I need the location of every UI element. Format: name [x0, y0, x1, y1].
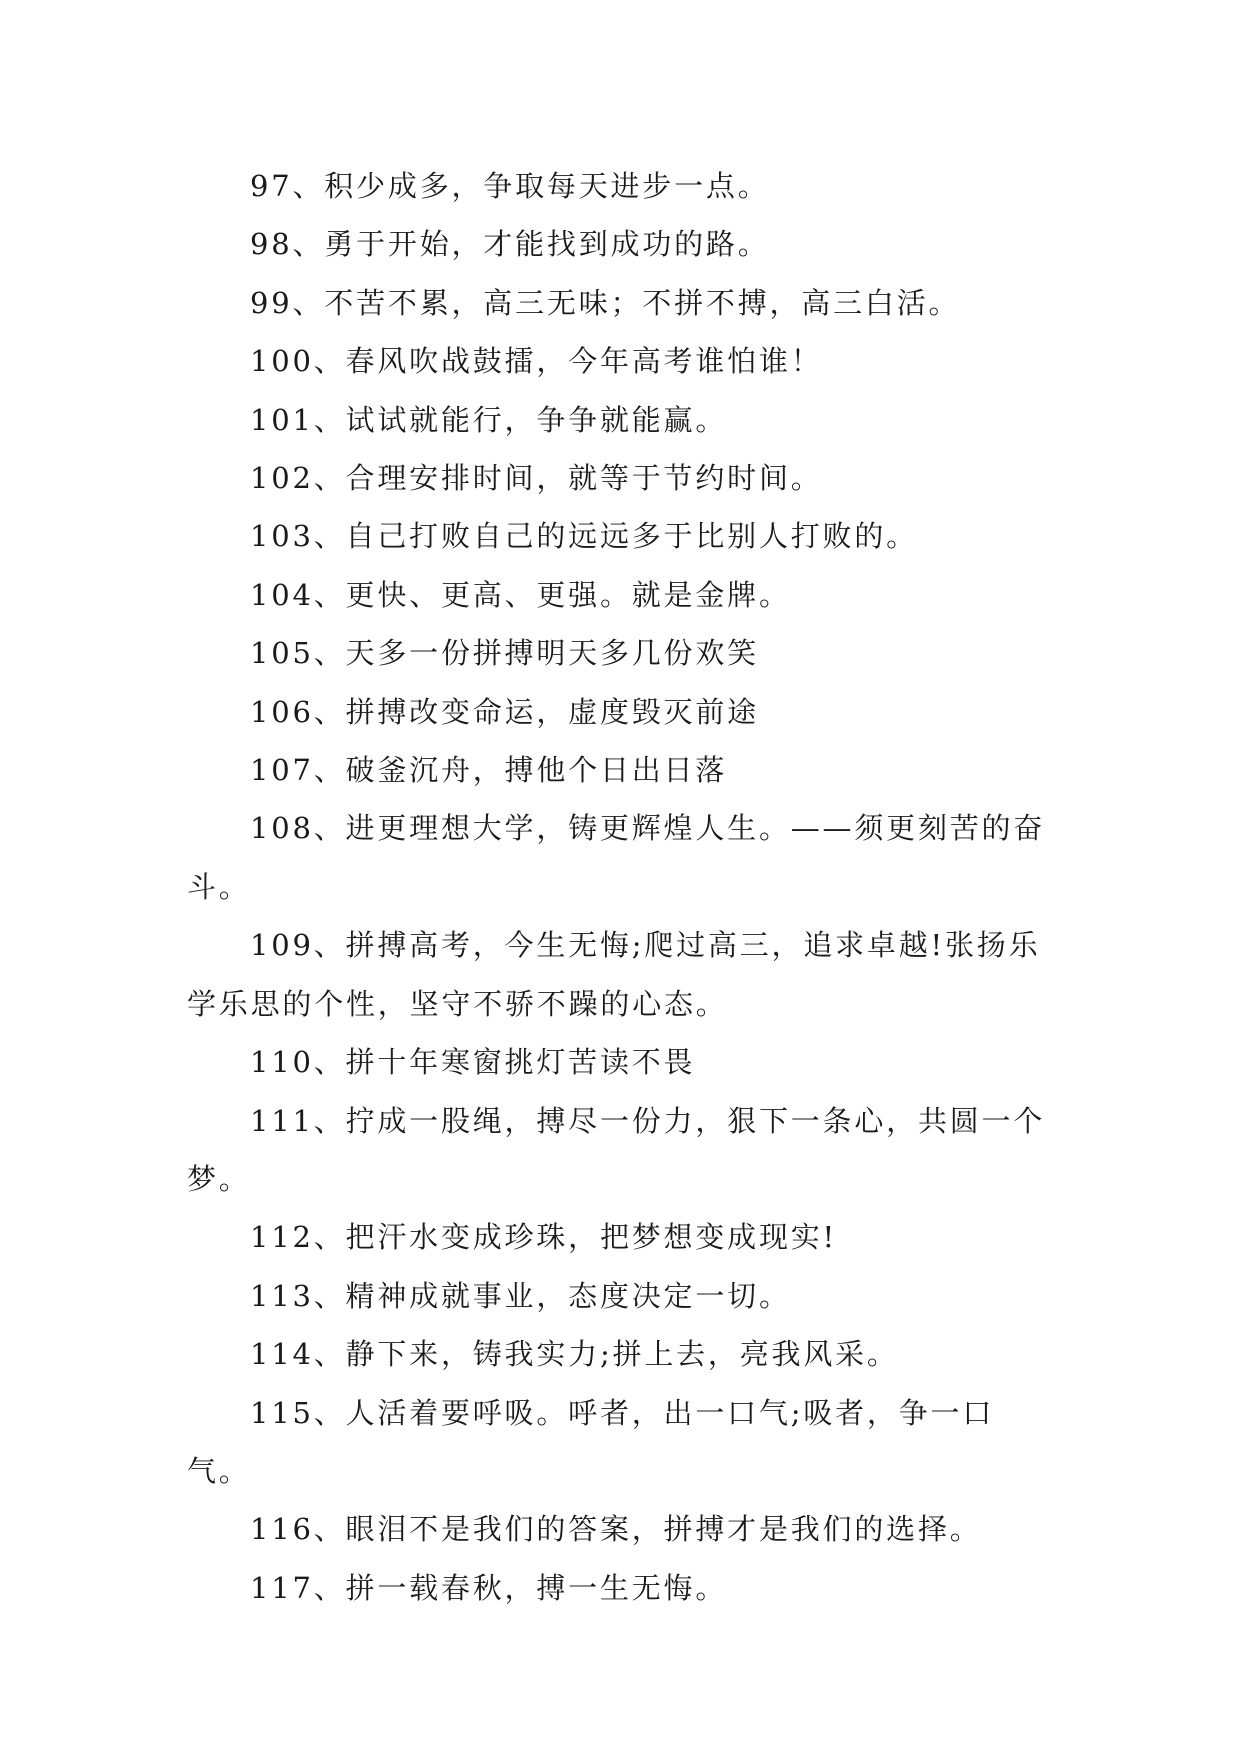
document-body	[187, 157, 1049, 1617]
list-item: 100、春风吹战鼓擂，今年高考谁怕谁！	[250, 344, 823, 379]
list-item: 115、人活着要呼吸。呼者，出一口气;吸者，争一口气。	[187, 1395, 995, 1488]
list-item: 117、拼一载春秋，搏一生无悔。	[250, 1570, 728, 1605]
list-item: 116、眼泪不是我们的答案，拼搏才是我们的选择。	[250, 1512, 982, 1547]
list-item: 98、勇于开始，才能找到成功的路。	[250, 227, 770, 262]
list-item: 114、静下来，铸我实力;拼上去，亮我风采。	[250, 1337, 899, 1372]
list-item: 103、自己打败自己的远远多于比别人打败的。	[250, 519, 918, 554]
list-item: 108、进更理想大学，铸更辉煌人生。——须更刻苦的奋斗。	[187, 811, 1046, 904]
list-item: 113、精神成就事业，态度决定一切。	[250, 1278, 791, 1313]
list-item: 110、拼十年寒窗挑灯苦读不畏	[250, 1045, 696, 1080]
list-item: 107、破釜沉舟，搏他个日出日落	[250, 753, 728, 788]
list-item: 111、拧成一股绳，搏尽一份力，狠下一条心，共圆一个梦。	[187, 1103, 1046, 1196]
list-item: 97、积少成多，争取每天进步一点。	[250, 169, 770, 203]
list-item: 105、天多一份拼搏明天多几份欢笑	[250, 636, 759, 671]
list-item: 106、拼搏改变命运，虚度毁灭前途	[250, 694, 759, 729]
list-item: 102、合理安排时间，就等于节约时间。	[250, 461, 823, 496]
list-item: 112、把汗水变成珍珠，把梦想变成现实!	[250, 1220, 838, 1255]
list-item: 109、拼搏高考，今生无悔;爬过高三，追求卓越!张扬乐学乐思的个性，坚守不骄不躁的心态。	[187, 928, 1041, 1021]
list-item: 101、试试就能行，争争就能赢。	[250, 402, 728, 437]
list-item: 99、不苦不累，高三无味；不拼不搏，高三白活。	[250, 285, 961, 320]
list-item: 104、更快、更高、更强。就是金牌。	[250, 577, 791, 612]
